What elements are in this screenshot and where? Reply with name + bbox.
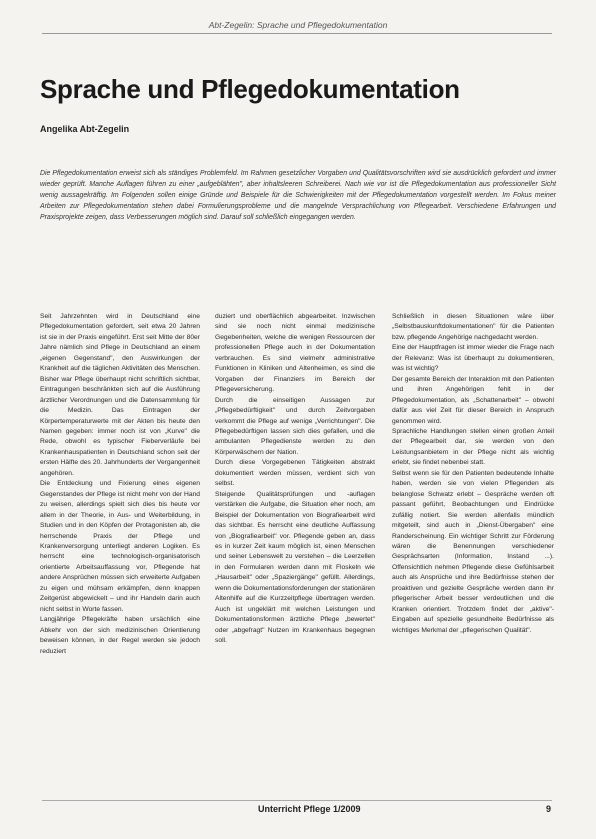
paragraph: Der gesamte Bereich der Interaktion mit den Patienten und ihren Angehörigen fehlt in der Pflegedokumentation, als „Schattenarbeit" – obwohl dafür aus viel Zeit für dieser Bereich in Anspruch genommen wird. xyxy=(392,375,554,425)
paragraph: Durch diese Vorgegebenen Tätigkeiten abstrakt dokumentiert werden müssen, verdient sich von selbst. xyxy=(215,459,375,488)
paragraph: Sprachliche Handlungen stellen einen großen Anteil der Pflegearbeit dar, sie werden von den Leistungsanbietern in der Pflege nicht als wichtig erlebt, sie findet nebenbei statt. xyxy=(392,427,554,467)
paragraph: Eine der Hauptfragen ist immer wieder die Frage nach der Relevanz: Was ist überhaupt zu dokumentieren, was ist wichtig? xyxy=(392,344,554,373)
journal-citation: Unterricht Pflege 1/2009 xyxy=(258,804,361,814)
header-divider xyxy=(42,33,552,34)
paragraph: Die Entdeckung und Fixierung eines eigenen Gegenstandes der Pflege ist nicht mehr von der Hand zu weisen, allerdings spielt sich dies bis heute vor allem in der Theorie, in Aus- und Weiterbildung, in Studien und in den Köpfen der Protagonisten ab, die herrschende Praxis der Pflege und Krankenversorgung unterliegt anderen Logiken. Es herrscht eine technologisch-organisatorisch orientierte Arbeitsauffassung vor, Pflegende hat andere Ansprüchen müssen sich erweiterte Aufgaben zu eigen und mühsam erkämpfen, denn knappen Zeitgerüst abgewickelt – und ihr Handeln darin auch nicht selbst in Worte fassen. xyxy=(40,480,200,613)
footer-divider xyxy=(42,800,552,801)
running-head: Abt-Zegelin: Sprache und Pflegedokumentation xyxy=(208,20,388,30)
abstract: Die Pflegedokumentation erweist sich als ständiges Problemfeld. Im Rahmen gesetzlicher Vorgaben und Qualitätsvorschriften wird sie ausdrücklich gefordert und immer wieder geprüft. Manche Auflagen führen zu einer „aufgeblähten", aber inhaltsleeren Schreiberei. Nach wie vor ist die Pflegedokumentation aus professioneller Sicht wenig aussagekräftig. Im Folgenden sollen einige Gründe und Beispiele für die Schwierigkeiten mit der Pflegedokumentation vorgestellt werden. Im Fokus meiner Arbeiten zur Pflegedokumentation stehen dabei Formulierungsprobleme und die mangelnde Versprachlichung von Pflegearbeit. Verschiedene Erfahrungen und Praxisprojekte zeigen, dass Verbesserungen möglich sind. Darauf soll schließlich eingegangen werden. xyxy=(40,170,556,222)
author-name: Angelika Abt-Zegelin xyxy=(40,124,130,134)
paragraph: Seit Jahrzehnten wird in Deutschland eine Pflegedokumentation gefordert, seit etwa 20 Jahren ist sie in der Praxis eingeführt. Erst seit Mitte der 80er Jahre nämlich sind Pflege in Deutschland an einem „eigenen Gegenstand", den Auswirkungen der Krankheit auf die täglichen Aktivitäten des Menschen. Bisher war Pflege überhaupt nicht schriftlich sichtbar, Eintragungen beschränkten sich auf die Ausführung ärztlicher Verordnungen und die Datensammlung für die Medizin. Das Eintragen der Körpertemperaturwerte mit der Akten bis heute den Namen gegeben: immer noch ist von „Kurve" die Rede, obwohl es typischer Fieberverläufe bei Krankenhauspatienten in Deutschland schon seit der ersten Hälfte des 20. Jahrhunderts der Vergangenheit angehören. xyxy=(40,313,200,477)
paragraph: Steigende Qualitätsprüfungen und -auflagen verstärken die Aufgabe, die Situation eher noch, am Beispiel der Dokumentation von Biografiearbeit wird das sichtbar. Es herrscht eine deutliche Auffassung von „Biografiearbeit" vor. Pflegende geben an, dass es in kurzer Zeit kaum möglich ist, einen Menschen und seiner Lebenswelt zu verstehen – die Leerzellen in den Formularen werden dann mit Floskeln wie „Hausarbeit" oder „Spaziergänge" gefüllt. Allerdings, wenn die Dokumentationsforderungen der stationären Altenhilfe auf die Kurzzeitpflege übertragen werden. Auch ist ungeklärt mit welchen Leistungen und Dokumentationsformen ärztliche Pflege „bewertet" oder „abgefragt" Nutzen im Krankenhaus begegnen soll. xyxy=(215,490,375,645)
text-column-3 xyxy=(392,312,554,636)
article-title: Sprache und Pflegedokumentation xyxy=(40,74,460,104)
paragraph: Durch die einseitigen Aussagen zur „Pflegebedürftigkeit" und durch Zeitvorgaben verkommt die Pflege auf wenige „Verrichtungen". Die Pflegebedürftigen lassen sich dies gefallen, und die ambulanten Pflegedienste werden zu den Körperwäschern der Nation. xyxy=(215,396,375,456)
text-column-1 xyxy=(40,312,200,657)
paragraph: Schließlich in diesen Situationen wäre über „Selbstbauskunftdokumentationen" für die Patienten bzw. pflegende Angehörige nachgedacht werden. xyxy=(392,313,554,341)
text-column-2 xyxy=(215,312,375,647)
paragraph: Langjährige Pflegekräfte haben ursächlich eine Abkehr von der sich medizinischen Orientierung beweisen können, in der Regel werden sie jedoch reduziert xyxy=(40,616,200,655)
paragraph: Selbst wenn sie für den Patienten bedeutende Inhalte haben, werden sie von vielen Pflegenden als belanglose Schwatz erlebt – Gespräche werden oft passant geführt, Beobachtungen und Eindrücke zufällig notiert. Sie werden allenfalls mündlich mitgeteilt, sind auch in „Dienst-Übergaben" eine Randerscheinung. Ein wichtiger Schritt zur Förderung wären die Benennungen verschiedener Gesprächsarten (Information, Instand ...). Offensichtlich nehmen Pflegende diese Gefühlsarbeit auch als Ansprüche und ihre Bedürfnisse stehen der proaktiven und gezielte Gespräche werden dann ihr pflegerischer Arbeit besser verdeutlichen und die Kranken orientiert. Trotzdem findet der „aktive"-Eingaben auf spezielle gesundheite Bedürfnisse als wichtiges Merkmal der „pflegerischen Qualität". xyxy=(392,469,554,634)
paragraph: duziert und oberflächlich abgearbeitet. Inzwischen sind sie noch nicht einmal medizinische Gegebenheiten, welche die wenigen Ressourcen der professionellen Pflege auch in der Dokumentation verbrauchen. Es sind vielmehr administrative Funktionen in Kliniken und Altenheimen, es sind die Vorgaben der Finanziers im Bereich der Pflegeversicherung. xyxy=(215,313,375,394)
page-number: 9 xyxy=(546,804,552,814)
